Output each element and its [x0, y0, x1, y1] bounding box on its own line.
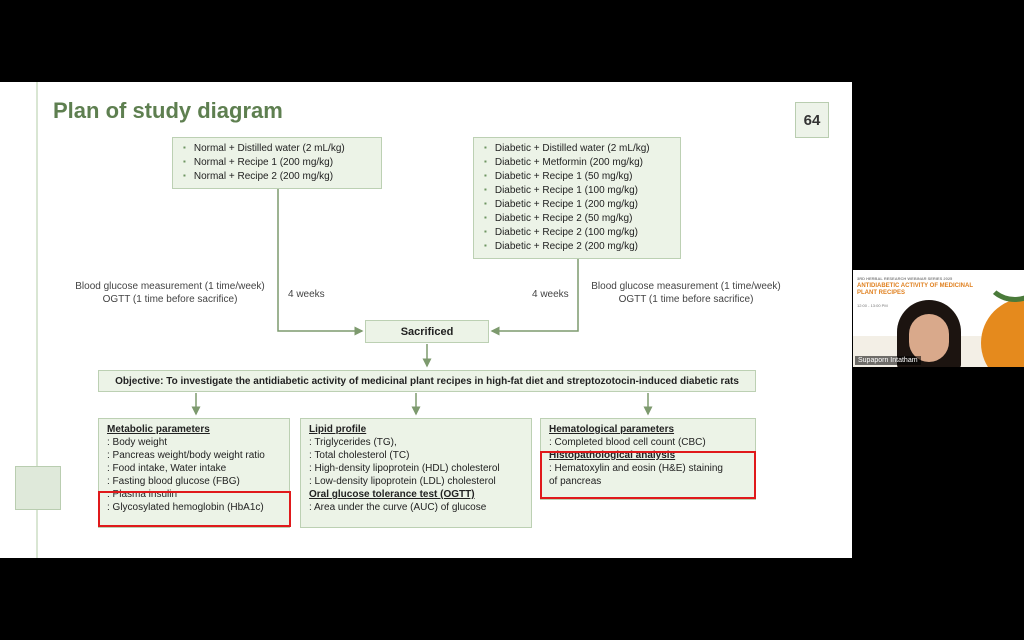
list-item: ▪ Diabetic + Recipe 2 (100 mg/kg)	[484, 226, 680, 240]
list-item: ▪ Diabetic + Recipe 2 (200 mg/kg)	[484, 240, 680, 254]
participant-name: Supaporn Intatham	[855, 356, 921, 365]
histopathology-item: of pancreas	[549, 476, 602, 487]
metabolic-item: : Food intake, Water intake	[107, 463, 227, 474]
list-item: ▪ Normal + Recipe 1 (200 mg/kg)	[183, 156, 381, 170]
list-item: ▪ Diabetic + Metformin (200 mg/kg)	[484, 156, 680, 170]
webcam-tile[interactable]	[853, 270, 1024, 367]
lipid-heading: Lipid profile	[309, 424, 367, 435]
webinar-talk-title: ANTIDIABETIC ACTIVITY OF MEDICINAL PLANT RECIPES	[857, 283, 973, 296]
arrow-diabetic-to-sacrificed	[492, 259, 578, 331]
flow-arrows	[0, 82, 852, 558]
list-item: ▪ Normal + Recipe 2 (200 mg/kg)	[183, 170, 381, 184]
metabolic-item: : Fasting blood glucose (FBG)	[107, 476, 240, 487]
left-note-line1: Blood glucose measurement (1 time/week)	[75, 281, 265, 292]
left-weeks-label: 4 weeks	[288, 289, 325, 300]
lipid-item: : High-density lipoprotein (HDL) cholesterol	[309, 463, 500, 474]
sacrificed-box: Sacrificed	[365, 320, 489, 343]
metabolic-item: : Body weight	[107, 437, 168, 448]
objective-box: Objective: To investigate the antidiabetic activity of medicinal plant recipes in high-fat diet and streptozotocin-induced diabetic rats	[98, 370, 756, 392]
list-item: ▪ Normal + Distilled water (2 mL/kg)	[183, 142, 381, 156]
page-number: 64	[795, 102, 829, 138]
list-item: ▪ Diabetic + Recipe 2 (50 mg/kg)	[484, 212, 680, 226]
list-item: ▪ Diabetic + Distilled water (2 mL/kg)	[484, 142, 680, 156]
list-item: ▪ Diabetic + Recipe 1 (50 mg/kg)	[484, 170, 680, 184]
lipid-item: : Low-density lipoprotein (LDL) cholesterol	[309, 476, 496, 487]
histopathology-heading: Histopathological analysis	[549, 450, 676, 461]
metabolic-item: : Plasma insulin	[107, 489, 178, 500]
lipid-item: : Triglycerides (TG),	[309, 437, 397, 448]
histopathology-item: : Hematoxylin and eosin (H&E) staining	[549, 463, 723, 474]
presentation-slide	[0, 82, 852, 558]
list-item: ▪ Diabetic + Recipe 1 (200 mg/kg)	[484, 198, 680, 212]
metabolic-item: : Glycosylated hemoglobin (HbA1c)	[107, 502, 264, 513]
hematological-heading: Hematological parameters	[549, 424, 675, 435]
metabolic-heading: Metabolic parameters	[107, 424, 210, 435]
left-note-line2: OGTT (1 time before sacrifice)	[102, 294, 238, 305]
right-note-line1: Blood glucose measurement (1 time/week)	[591, 281, 781, 292]
webinar-series-label: 3RD HERBAL RESEARCH WEBINAR SERIES 2025	[857, 276, 953, 281]
webinar-time: 12:00 - 13:00 PM	[857, 303, 888, 308]
hematological-item: : Completed blood cell count (CBC)	[549, 437, 706, 448]
ogtt-item: : Area under the curve (AUC) of glucose	[309, 502, 487, 513]
participant-face	[909, 314, 949, 362]
right-weeks-label: 4 weeks	[532, 289, 569, 300]
slide-title: Plan of study diagram	[53, 98, 283, 123]
ogtt-heading: Oral glucose tolerance test (OGTT)	[309, 489, 475, 500]
right-note-line2: OGTT (1 time before sacrifice)	[618, 294, 754, 305]
metabolic-item: : Pancreas weight/body weight ratio	[107, 450, 265, 461]
arrow-normal-to-sacrificed	[278, 189, 362, 331]
lipid-item: : Total cholesterol (TC)	[309, 450, 410, 461]
list-item: ▪ Diabetic + Recipe 1 (100 mg/kg)	[484, 184, 680, 198]
